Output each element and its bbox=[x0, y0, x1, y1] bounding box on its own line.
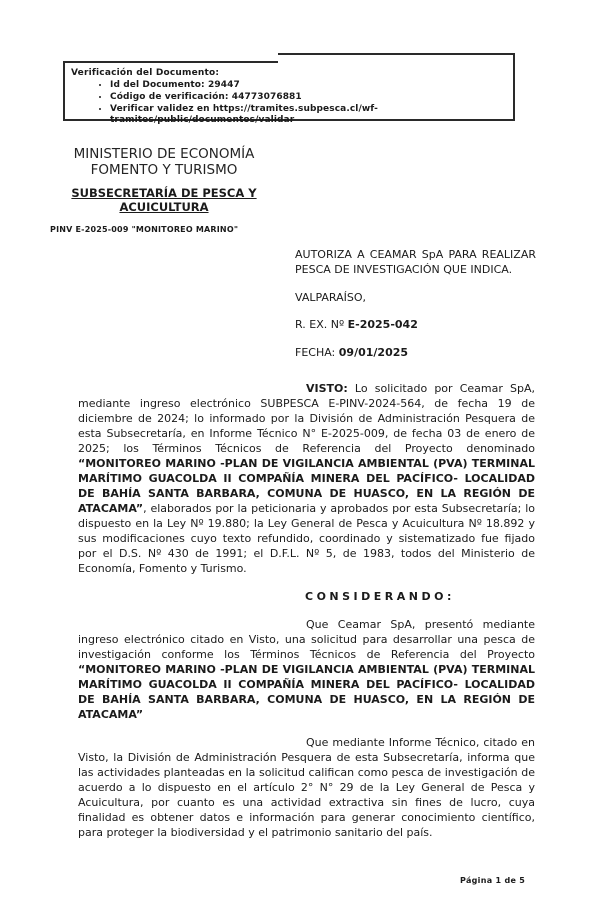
date-line bbox=[295, 345, 536, 360]
resolution-number: E-2025-042 bbox=[347, 318, 418, 331]
verification-item-code: • Código de verificación: 44773076881 bbox=[110, 92, 513, 103]
date-label: FECHA: bbox=[295, 346, 339, 359]
ministry-name: MINISTERIO DE ECONOMÍA FOMENTO Y TURISMO bbox=[73, 146, 255, 178]
verification-box-border-artifact bbox=[278, 53, 515, 66]
subject-line: AUTORIZA A CEAMAR SpA PARA REALIZAR PESCA DE INVESTIGACIÓN QUE INDICA. bbox=[295, 248, 536, 276]
letterhead bbox=[40, 146, 288, 234]
verification-item-document-id: • Id del Documento: 29447 bbox=[110, 80, 513, 91]
subsecretaria-title: SUBSECRETARÍA DE PESCA Y ACUICULTURA bbox=[71, 186, 257, 214]
verification-title: Verificación del Documento: bbox=[71, 68, 220, 78]
page-number: Página 1 de 5 bbox=[460, 876, 526, 885]
considerando-paragraph-2: Que mediante Informe Técnico, citado en Visto, la División de Administración Pesquera de esta Subsecretaría, informa que las actividades planteadas en la solicitud califican como pesca de investigación de acuerdo a lo dispuesto en el artículo 2° N° 29 de la Ley General de Pesca y Acuicultura, por cuanto es una actividad extractiva sin fines de lucro, cuya finalidad es obtener datos e información para generar conocimiento científico, para proteger la biodiversidad y el patrimonio sanitario del país. bbox=[78, 736, 535, 839]
date-value: 09/01/2025 bbox=[338, 346, 409, 359]
resolution-body bbox=[78, 381, 535, 840]
verification-box bbox=[63, 61, 515, 125]
pinv-reference: PINV E-2025-009 "MONITOREO MARINO" bbox=[50, 225, 239, 234]
visto-paragraph: VISTO: Lo solicitado por Ceamar SpA, mediante ingreso electrónico SUBPESCA E-PINV-2024-564, de fecha 19 de diciembre de 2024; lo informado por la División de Administración Pesquera de esta Subsecretaría, en Informe Técnico N° E-2025-009, de fecha 03 de enero de 2025; los Términos Técnicos de Referencia del Proyecto denominado “MONITOREO MARINO -PLAN DE VIGILANCIA AMBIENTAL (PVA) TERMINAL MARÍTIMO GUACOLDA II COMPAÑÍA MINERA DEL PACÍFICO- LOCALIDAD DE BAHÍA SANTA BARBARA, COMUNA DE HUASCO, EN LA REGIÓN DE ATACAMA”, elaborados por la peticionaria y aprobados por esta Subsecretaría; lo dispuesto en la Ley Nº 19.880; la Ley General de Pesca y Acuicultura Nº 18.892 y sus modificaciones cuyo texto refundido, coordinado y sistematizado fue fijado por el D.S. Nº 430 de 1991; el D.F.L. Nº 5, de 1983, todos del Ministerio de Economía, Fomento y Turismo. bbox=[78, 382, 535, 575]
considerando-paragraph-1: Que Ceamar SpA, presentó mediante ingreso electrónico citado en Visto, una solicitud para desarrollar una pesca de investigación conforme los Términos Técnicos de Referencia del Proyecto “MONITOREO MARINO -PLAN DE VIGILANCIA AMBIENTAL (PVA) TERMINAL MARÍTIMO GUACOLDA II COMPAÑÍA MINERA DEL PACÍFICO- LOCALIDAD DE BAHÍA SANTA BARBARA, COMUNA DE HUASCO, EN LA REGIÓN DE ATACAMA” bbox=[78, 618, 535, 721]
considerando-heading: CONSIDERANDO: bbox=[305, 590, 455, 603]
resolution-number-label: R. EX. Nº bbox=[295, 318, 348, 331]
place-line: VALPARAÍSO, bbox=[295, 291, 367, 304]
verification-item-url: • Verificar validez en https://tramites.subpesca.cl/wf-tramites/public/documentos/validar bbox=[110, 104, 513, 126]
verification-list bbox=[65, 80, 513, 126]
resolution-header bbox=[295, 247, 536, 360]
resolution-number-line bbox=[295, 317, 536, 332]
